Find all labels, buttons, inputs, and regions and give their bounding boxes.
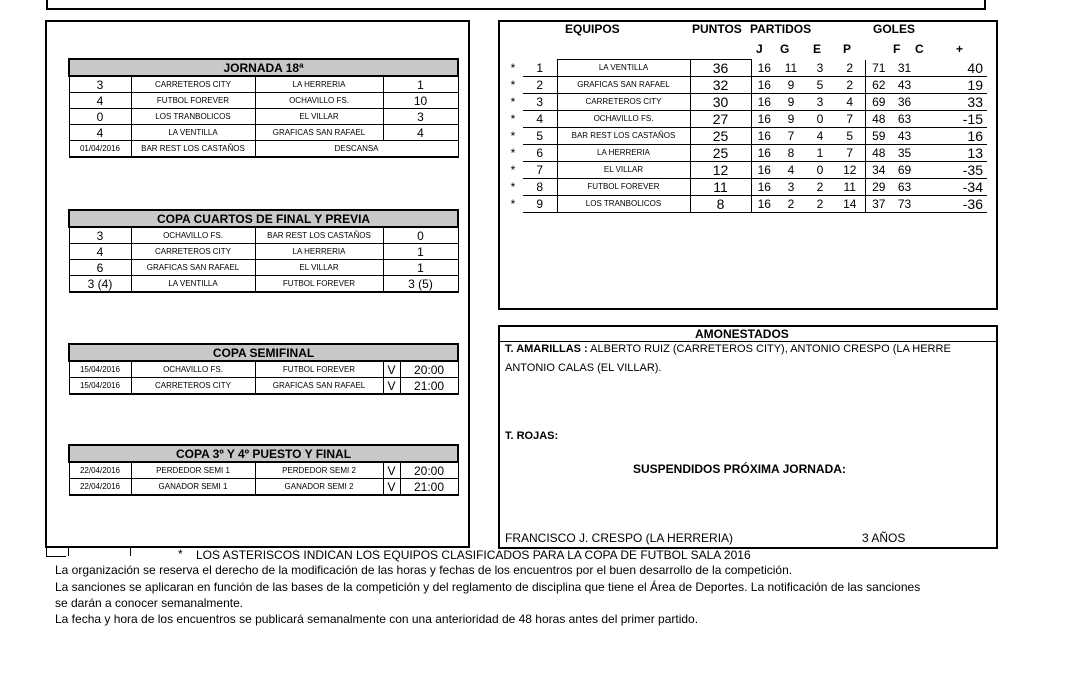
table-row	[69, 361, 458, 378]
col-header-equipos: EQUIPOS	[565, 22, 620, 36]
star: *	[510, 78, 516, 92]
team-name: EL VILLAR	[557, 162, 690, 179]
suspendidos-label: SUSPENDIDOS PRÓXIMA JORNADA:	[633, 462, 846, 476]
home-score: 0	[69, 109, 131, 125]
standings-row	[503, 128, 987, 145]
footer-line-2: La sanciones se aplicaran en función de las bases de la competición y del reglamento de disciplina que tiene el Área de Deportes. La notificación de las sanciones	[55, 580, 921, 594]
away-score: 0	[383, 227, 458, 244]
table-row	[69, 276, 458, 293]
goals-against: 43	[892, 128, 917, 145]
sancion-time: 3 AÑOS	[862, 531, 906, 545]
col-header-c: C	[915, 42, 924, 56]
spacer	[917, 94, 932, 111]
goal-diff: -35	[932, 162, 987, 179]
lost: 2	[835, 77, 865, 94]
played: 16	[751, 179, 777, 196]
away-score: 1	[383, 260, 458, 276]
table-row	[69, 462, 458, 479]
star: *	[510, 112, 516, 126]
won: 9	[777, 111, 805, 128]
away-team: EL VILLAR	[255, 109, 383, 125]
drawn: 2	[805, 179, 835, 196]
points: 36	[690, 60, 751, 77]
team-name: FUTBOL FOREVER	[557, 179, 690, 196]
sancion-name: FRANCISCO J. CRESPO (LA HERRERIA)	[505, 531, 734, 545]
col-header-goles: GOLES	[873, 22, 916, 36]
won: 7	[777, 128, 805, 145]
won: 4	[777, 162, 805, 179]
home-team: LA VENTILLA	[131, 276, 255, 293]
played: 16	[751, 145, 777, 162]
star: *	[510, 146, 516, 160]
drawn: 4	[805, 128, 835, 145]
cuartos-header: COPA CUARTOS DE FINAL Y PREVIA	[69, 210, 458, 227]
drawn: 0	[805, 162, 835, 179]
footer-underline	[46, 556, 66, 557]
spacer	[917, 162, 932, 179]
away-team: GANADOR SEMI 2	[255, 479, 383, 496]
table-row	[69, 479, 458, 496]
drawn: 5	[805, 77, 835, 94]
goals-for: 69	[865, 94, 892, 111]
goal-diff: -36	[932, 196, 987, 213]
spacer	[917, 196, 932, 213]
amonestados-divider	[500, 341, 996, 342]
position: 9	[523, 196, 557, 213]
position: 2	[523, 77, 557, 94]
match-time: 20:00	[400, 462, 458, 479]
won: 9	[777, 77, 805, 94]
col-header-p: P	[843, 42, 852, 56]
home-team: OCHAVILLO FS.	[131, 361, 255, 378]
match-time: 21:00	[400, 378, 458, 395]
goal-diff: 19	[932, 77, 987, 94]
home-score: 3	[69, 227, 131, 244]
home-team: CARRETEROS CITY	[131, 76, 255, 93]
amarillas-line-2: ANTONIO CALAS (EL VILLAR).	[505, 362, 662, 374]
table-row	[69, 378, 458, 395]
home-team: GANADOR SEMI 1	[131, 479, 255, 496]
star: *	[510, 197, 516, 211]
away-team: EL VILLAR	[255, 260, 383, 276]
star: *	[510, 163, 516, 177]
versus-mark: V	[383, 462, 400, 479]
home-score: 4	[69, 244, 131, 260]
match-time: 21:00	[400, 479, 458, 496]
table-row	[69, 109, 458, 125]
goal-diff: 33	[932, 94, 987, 111]
amarillas-line	[505, 343, 987, 355]
goals-for: 48	[865, 145, 892, 162]
match-date: 22/04/2016	[69, 479, 131, 496]
goals-against: 35	[892, 145, 917, 162]
goals-for: 37	[865, 196, 892, 213]
match-date: 15/04/2016	[69, 361, 131, 378]
points: 11	[690, 179, 751, 196]
home-team: PERDEDOR SEMI 1	[131, 462, 255, 479]
away-team: FUTBOL FOREVER	[255, 361, 383, 378]
table-row	[69, 93, 458, 109]
standings-row	[503, 60, 987, 77]
played: 16	[751, 60, 777, 77]
col-header-partidos: PARTIDOS	[750, 22, 812, 36]
semifinal-table	[68, 343, 459, 395]
col-header-e: E	[813, 42, 822, 56]
final-header: COPA 3º Y 4º PUESTO Y FINAL	[69, 445, 458, 462]
home-score: 6	[69, 260, 131, 276]
goals-against: 73	[892, 196, 917, 213]
away-score: 3 (5)	[383, 276, 458, 293]
col-header-f: F	[893, 42, 901, 56]
lost: 2	[835, 60, 865, 77]
footer-line-3: se darán a conocer semanalmente.	[55, 596, 244, 610]
goals-against: 63	[892, 179, 917, 196]
goals-against: 69	[892, 162, 917, 179]
goals-for: 59	[865, 128, 892, 145]
away-team: BAR REST LOS CASTAÑOS	[255, 227, 383, 244]
won: 9	[777, 94, 805, 111]
away-team: OCHAVILLO FS.	[255, 93, 383, 109]
goals-for: 62	[865, 77, 892, 94]
standings-table	[503, 59, 987, 213]
away-score: 10	[383, 93, 458, 109]
position: 1	[523, 60, 557, 77]
goal-diff: 16	[932, 128, 987, 145]
goals-against: 31	[892, 60, 917, 77]
points: 30	[690, 94, 751, 111]
won: 11	[777, 60, 805, 77]
page-title-box	[46, 0, 986, 10]
position: 5	[523, 128, 557, 145]
standings-row	[503, 162, 987, 179]
asterisk-note: LOS ASTERISCOS INDICAN LOS EQUIPOS CLASIFICADOS PARA LA COPA DE FUTBOL SALA 2016	[196, 548, 751, 562]
won: 2	[777, 196, 805, 213]
points: 27	[690, 111, 751, 128]
table-row	[69, 125, 458, 141]
drawn: 2	[805, 196, 835, 213]
played: 16	[751, 77, 777, 94]
spacer	[917, 60, 932, 77]
col-header-puntos: PUNTOS	[692, 22, 742, 36]
played: 16	[751, 94, 777, 111]
standings-row	[503, 94, 987, 111]
jornada-table	[68, 58, 459, 158]
position: 4	[523, 111, 557, 128]
goal-diff: 13	[932, 145, 987, 162]
amarillas-label: T. AMARILLAS :	[505, 343, 588, 355]
drawn: 1	[805, 145, 835, 162]
won: 8	[777, 145, 805, 162]
goal-diff: 40	[932, 60, 987, 77]
position: 3	[523, 94, 557, 111]
team-name: CARRETEROS CITY	[557, 94, 690, 111]
won: 3	[777, 179, 805, 196]
semifinal-header: COPA SEMIFINAL	[69, 344, 458, 361]
rest-label: DESCANSA	[255, 141, 458, 158]
team-name: LOS TRANBOLICOS	[557, 196, 690, 213]
goals-for: 48	[865, 111, 892, 128]
spacer	[917, 128, 932, 145]
points: 25	[690, 128, 751, 145]
team-name: LA VENTILLA	[557, 60, 690, 77]
goals-against: 63	[892, 111, 917, 128]
table-row	[69, 227, 458, 244]
drawn: 3	[805, 94, 835, 111]
position: 7	[523, 162, 557, 179]
col-header-j: J	[756, 42, 763, 56]
home-team: LA VENTILLA	[131, 125, 255, 141]
drawn: 0	[805, 111, 835, 128]
away-team: GRAFICAS SAN RAFAEL	[255, 125, 383, 141]
goals-against: 36	[892, 94, 917, 111]
lost: 14	[835, 196, 865, 213]
lost: 12	[835, 162, 865, 179]
final-table	[68, 444, 459, 496]
played: 16	[751, 111, 777, 128]
away-team: LA HERRERIA	[255, 76, 383, 93]
table-row	[69, 260, 458, 276]
home-team: FUTBOL FOREVER	[131, 93, 255, 109]
goals-for: 71	[865, 60, 892, 77]
team-name: GRAFICAS SAN RAFAEL	[557, 77, 690, 94]
home-team: LOS TRANBOLICOS	[131, 109, 255, 125]
col-header-g: G	[780, 42, 790, 56]
cuartos-table	[68, 209, 459, 293]
spacer	[917, 111, 932, 128]
footer-tick-left	[46, 548, 47, 556]
lost: 7	[835, 111, 865, 128]
star: *	[510, 180, 516, 194]
star: *	[510, 95, 516, 109]
home-team: CARRETEROS CITY	[131, 378, 255, 395]
spacer	[917, 179, 932, 196]
match-date: 15/04/2016	[69, 378, 131, 395]
amonestados-panel	[498, 325, 998, 549]
standings-row	[503, 196, 987, 213]
rojas-label: T. ROJAS:	[505, 430, 559, 442]
home-team: GRAFICAS SAN RAFAEL	[131, 260, 255, 276]
away-team: FUTBOL FOREVER	[255, 276, 383, 293]
played: 16	[751, 162, 777, 179]
versus-mark: V	[383, 479, 400, 496]
goals-for: 29	[865, 179, 892, 196]
star: *	[510, 61, 516, 75]
spacer	[917, 77, 932, 94]
home-score: 3 (4)	[69, 276, 131, 293]
home-team: OCHAVILLO FS.	[131, 227, 255, 244]
star: *	[510, 129, 516, 143]
points: 25	[690, 145, 751, 162]
asterisk-mark: *	[178, 547, 183, 561]
goal-diff: -15	[932, 111, 987, 128]
away-score: 1	[383, 76, 458, 93]
played: 16	[751, 196, 777, 213]
rest-team: BAR REST LOS CASTAÑOS	[131, 141, 255, 158]
position: 8	[523, 179, 557, 196]
amonestados-header: AMONESTADOS	[695, 327, 789, 341]
col-header-plus: +	[956, 42, 964, 56]
match-time: 20:00	[400, 361, 458, 378]
table-row	[69, 244, 458, 260]
lost: 5	[835, 128, 865, 145]
jornada-header: JORNADA 18ª	[69, 59, 458, 76]
away-score: 3	[383, 109, 458, 125]
away-score: 4	[383, 125, 458, 141]
table-row	[69, 76, 458, 93]
home-score: 3	[69, 76, 131, 93]
goal-diff: -34	[932, 179, 987, 196]
home-team: CARRETEROS CITY	[131, 244, 255, 260]
points: 8	[690, 196, 751, 213]
footer-tick-2	[68, 548, 69, 556]
points: 32	[690, 77, 751, 94]
played: 16	[751, 128, 777, 145]
home-score: 4	[69, 93, 131, 109]
team-name: OCHAVILLO FS.	[557, 111, 690, 128]
standings-row	[503, 111, 987, 128]
home-score: 4	[69, 125, 131, 141]
position: 6	[523, 145, 557, 162]
standings-row	[503, 77, 987, 94]
footer-line-1: La organización se reserva el derecho de la modificación de las horas y fechas de los encuentros por el buen desarrollo de la competición.	[55, 563, 793, 577]
standings-row	[503, 145, 987, 162]
away-team: GRAFICAS SAN RAFAEL	[255, 378, 383, 395]
team-name: LA HERRERIA	[557, 145, 690, 162]
points: 12	[690, 162, 751, 179]
amarillas-text: ALBERTO RUIZ (CARRETEROS CITY), ANTONIO CRESPO (LA HERRE	[590, 343, 951, 355]
rest-date: 01/04/2016	[69, 141, 131, 158]
footer-line-4: La fecha y hora de los encuentros se publicará semanalmente con una anterioridad de 48 horas antes del primer partido.	[55, 612, 699, 626]
team-name: BAR REST LOS CASTAÑOS	[557, 128, 690, 145]
drawn: 3	[805, 60, 835, 77]
versus-mark: V	[383, 378, 400, 395]
versus-mark: V	[383, 361, 400, 378]
match-date: 22/04/2016	[69, 462, 131, 479]
goals-against: 43	[892, 77, 917, 94]
table-row	[69, 141, 458, 158]
goals-for: 34	[865, 162, 892, 179]
footer-line-4-clip	[55, 610, 1055, 626]
away-score: 1	[383, 244, 458, 260]
footer-tick-3	[130, 548, 131, 556]
spacer	[917, 145, 932, 162]
lost: 4	[835, 94, 865, 111]
standings-row	[503, 179, 987, 196]
away-team: PERDEDOR SEMI 2	[255, 462, 383, 479]
away-team: LA HERRERIA	[255, 244, 383, 260]
lost: 7	[835, 145, 865, 162]
lost: 11	[835, 179, 865, 196]
